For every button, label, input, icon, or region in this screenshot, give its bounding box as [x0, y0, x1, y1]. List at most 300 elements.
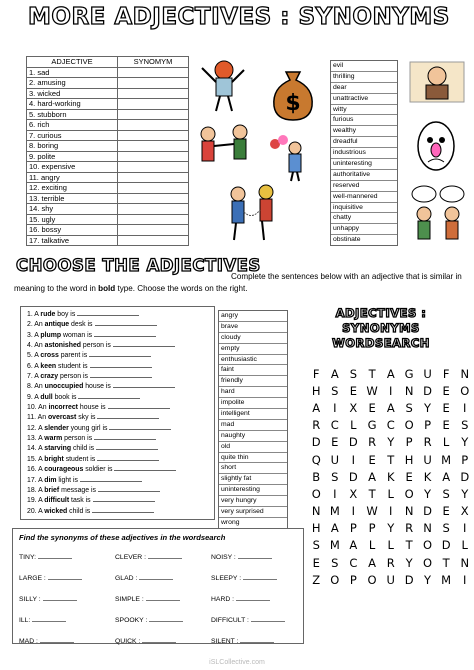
wordsearch-letter: N [404, 383, 414, 398]
synonym-cell [118, 67, 189, 78]
list-item: wrong [221, 518, 240, 526]
synonym-item [19, 610, 109, 631]
adjective-cell: 15. ugly [27, 214, 118, 225]
wordsearch-letter: A [368, 469, 377, 484]
sentence-row [21, 475, 214, 485]
sentence-suffix: soldier is [83, 466, 113, 474]
wordsearch-letter: S [349, 366, 357, 381]
synonym-item [19, 547, 109, 568]
wordsearch-letter: R [423, 435, 432, 450]
wordsearch-letter: A [442, 469, 451, 484]
sentence-suffix: house is [83, 383, 111, 391]
sentence-suffix: child is [71, 445, 95, 453]
list-item: empty [219, 344, 287, 355]
sentence-prefix: 16. A [27, 466, 45, 474]
wordsearch-row [307, 451, 474, 468]
synonym-cell [118, 204, 189, 215]
wordsearch-row [307, 365, 474, 382]
answer-blank [108, 402, 170, 409]
synonym-cell [118, 141, 189, 152]
wordsearch-letter: Y [461, 435, 469, 450]
wordsearch-letter: O [404, 418, 414, 433]
sentence-suffix: light is [56, 476, 78, 484]
wordsearch-title-line1: ADJECTIVES : [335, 306, 427, 320]
list-item: cloudy [219, 333, 287, 344]
wordsearch-row [307, 520, 474, 537]
table-row [27, 141, 189, 152]
synonym-cell [118, 225, 189, 236]
wordsearch-letter: A [330, 366, 339, 381]
sentence-suffix: boy is [55, 311, 76, 318]
answer-blank [113, 381, 175, 388]
list-item: enthusiastic [219, 355, 287, 366]
answer-blank [90, 361, 152, 368]
synonym-cell [118, 193, 189, 204]
list-item: dreadful [331, 137, 397, 148]
sad-face-illustration [410, 116, 462, 176]
wordsearch-letter: Y [387, 435, 395, 450]
sentence-bold-word: bright [44, 455, 64, 463]
sentence-bold-word: dim [44, 476, 57, 484]
wordsearch-letter: I [333, 486, 337, 501]
adjective-cell: 5. stubborn [27, 109, 118, 120]
wordsearch-letter: L [387, 486, 394, 501]
wordsearch-letter: H [311, 521, 321, 536]
sentence-prefix: 6. A [27, 362, 41, 370]
sentence-prefix: 10. An [27, 404, 49, 412]
wordsearch-letter: P [424, 418, 432, 433]
synonyms-find-title: Find the synonyms of these adjectives in the wordsearch [19, 533, 226, 542]
wordsearch-letter: E [442, 400, 450, 415]
list-item: witty [331, 105, 397, 116]
synonym-blank [243, 573, 277, 580]
list-item: faint [219, 365, 287, 376]
wordsearch-title-line2: SYNONYMS [342, 321, 420, 335]
wordsearch-letter: D [423, 383, 432, 398]
sentence-bold-word: astonished [44, 342, 81, 350]
list-item: chatty [331, 213, 397, 224]
wordsearch-letter: A [386, 366, 395, 381]
wordsearch-letter: E [331, 435, 339, 450]
answer-blank [98, 485, 160, 492]
wordsearch-letter: W [366, 504, 378, 519]
wordsearch-letter: E [405, 469, 413, 484]
wordsearch-letter: S [331, 383, 339, 398]
wordsearch-letter: S [461, 418, 469, 433]
wordsearch-letter: C [349, 555, 358, 570]
synonym-blank [149, 615, 183, 622]
synonyms-find-box [12, 528, 304, 644]
sentence-row [21, 412, 214, 422]
list-item: evil [331, 61, 397, 72]
wordsearch-letter: N [460, 366, 470, 381]
list-item: very surprised [219, 507, 287, 518]
list-item: short [219, 463, 287, 474]
wordsearch-letter: O [404, 486, 414, 501]
wordsearch-letter: O [460, 383, 470, 398]
wordsearch-letter: R [368, 435, 377, 450]
wordsearch-row [307, 468, 474, 485]
wordsearch-row [307, 382, 474, 399]
sentence-bold-word: cross [40, 352, 59, 360]
wordsearch-letter: Y [387, 521, 395, 536]
wordsearch-letter: K [423, 469, 432, 484]
list-item: thrilling [331, 72, 397, 83]
synonym-label: SIMPLE : [115, 596, 144, 603]
table-row [27, 130, 189, 141]
wordsearch-letter: F [442, 366, 450, 381]
wordsearch-letter: K [386, 469, 395, 484]
sentence-prefix: 15. A [27, 455, 45, 463]
wordsearch-letter: I [463, 400, 467, 415]
sentence-bold-word: crazy [40, 373, 59, 381]
synonym-label: LARGE : [19, 575, 46, 582]
answer-blank [97, 412, 159, 419]
sentence-row [21, 506, 214, 516]
synonym-blank [146, 594, 180, 601]
wordsearch-letter: H [404, 452, 414, 467]
wordsearch-letter: A [312, 400, 321, 415]
wordsearch-letter: X [349, 486, 358, 501]
wordsearch-letter: R [386, 555, 395, 570]
wordsearch-letter: U [386, 572, 395, 587]
sentence-suffix: woman is [61, 331, 93, 339]
synonym-word-list [330, 60, 398, 246]
sentence-bold-word: rude [40, 311, 56, 318]
list-item: dear [331, 83, 397, 94]
wordsearch-letter: S [312, 538, 320, 553]
synonym-item [19, 631, 109, 652]
synonym-cell [118, 130, 189, 141]
sentence-suffix: person is [58, 373, 88, 381]
adjective-cell: 6. rich [27, 120, 118, 131]
sentence-suffix: message is [59, 486, 96, 494]
adjective-cell: 16. bossy [27, 225, 118, 236]
wordsearch-letter: E [349, 383, 357, 398]
wordsearch-letter: N [460, 555, 470, 570]
wordsearch-row [307, 399, 474, 416]
synonym-label: SILENT : [211, 638, 239, 645]
wordsearch-letter: C [330, 418, 339, 433]
table-row [27, 235, 189, 246]
wordsearch-letter: O [367, 572, 377, 587]
sentence-row [21, 371, 214, 381]
wordsearch-letter: L [461, 538, 468, 553]
synonym-item [115, 568, 205, 589]
sentence-row [21, 443, 214, 453]
answer-blank [109, 423, 171, 430]
wordsearch-letter: Y [461, 486, 469, 501]
wordsearch-letter: L [387, 538, 394, 553]
sentence-suffix: desk is [69, 321, 93, 329]
list-item: old [219, 442, 287, 453]
wordsearch-letter: S [405, 400, 413, 415]
synonym-label: DIFFICULT : [211, 617, 249, 624]
wordsearch-letter: E [442, 383, 450, 398]
wordsearch-letter: E [442, 418, 450, 433]
synonym-blank [148, 552, 182, 559]
answer-blank [93, 495, 155, 502]
list-item: quite thin [219, 453, 287, 464]
wordsearch-letter: D [404, 572, 414, 587]
sentence-bold-word: incorrect [48, 404, 78, 412]
wordsearch-letter: Y [424, 572, 432, 587]
table-row [27, 204, 189, 215]
sentence-suffix: sky is [76, 414, 96, 422]
list-item: unhappy [331, 224, 397, 235]
sentence-row [21, 454, 214, 464]
synonym-blank [238, 552, 272, 559]
synonym-row [13, 568, 303, 589]
sentence-suffix: person is [81, 342, 111, 350]
sentence-row [21, 485, 214, 495]
sentence-row [21, 319, 214, 329]
wordsearch-letter: D [348, 435, 358, 450]
wordsearch-letter: Y [424, 400, 432, 415]
wordsearch-letter: P [405, 435, 413, 450]
wordsearch-letter: P [461, 452, 469, 467]
answer-blank [97, 454, 159, 461]
wordsearch-letter: D [348, 469, 358, 484]
synonym-item [115, 610, 205, 631]
synonym-blank [251, 615, 285, 622]
sentence-bold-word: difficult [44, 497, 70, 505]
sentence-prefix: 14. A [27, 445, 45, 453]
synonym-item [211, 589, 301, 610]
wordsearch-title [311, 306, 451, 351]
sentence-prefix: 17. A [27, 476, 45, 484]
list-item: mad [219, 420, 287, 431]
sentence-suffix: parent is [58, 352, 88, 360]
table-row [27, 225, 189, 236]
wordsearch-letter: H [311, 383, 321, 398]
list-item: friendly [219, 376, 287, 387]
sentence-bold-word: overcast [47, 414, 77, 422]
wordsearch-letter: S [442, 521, 450, 536]
list-item: brave [219, 322, 287, 333]
list-item: unattractive [331, 94, 397, 105]
wordsearch-letter: O [330, 572, 340, 587]
sentence-prefix: 3. A [27, 331, 41, 339]
wordsearch-letter: D [311, 435, 321, 450]
synonym-label: SPOOKY : [115, 617, 148, 624]
synonym-label: ILL: [19, 617, 31, 624]
synonym-cell [118, 78, 189, 89]
list-item: well-mannered [331, 192, 397, 203]
adjective-choice-list [218, 310, 288, 529]
synonym-label: SILLY : [19, 596, 41, 603]
synonym-row [13, 547, 303, 568]
sentence-suffix: house is [77, 404, 106, 412]
wordsearch-letter: P [349, 521, 357, 536]
wordsearch-letter: A [349, 538, 358, 553]
sentence-suffix: student is [63, 455, 96, 463]
table-row [27, 183, 189, 194]
wordsearch-letter: U [423, 366, 432, 381]
synonym-label: GLAD : [115, 575, 138, 582]
sentence-suffix: task is [69, 497, 91, 505]
sentence-prefix: 13. A [27, 435, 45, 443]
wordsearch-letter: F [312, 366, 320, 381]
table-row [27, 120, 189, 131]
sentence-suffix: person is [62, 435, 93, 443]
table-header-1: SYNOMYM [118, 57, 189, 68]
answer-blank [90, 371, 152, 378]
wordsearch-title-line3: WORDSEARCH [332, 336, 430, 350]
wordsearch-letter: I [351, 504, 356, 519]
table-row [27, 172, 189, 183]
wordsearch-letter: M [441, 572, 452, 587]
sentence-prefix: 18. A [27, 486, 45, 494]
sentence-prefix: 2. An [27, 321, 45, 329]
wordsearch-letter: R [405, 521, 414, 536]
wordsearch-letter: T [368, 486, 376, 501]
wordsearch-letter: L [442, 435, 450, 450]
sentence-suffix: student is [56, 362, 88, 370]
synonym-cell [118, 214, 189, 225]
sentence-row [21, 330, 214, 340]
wordsearch-letter: I [463, 521, 467, 536]
table-row [27, 78, 189, 89]
answer-blank [78, 392, 140, 399]
adjective-cell: 13. terrible [27, 193, 118, 204]
adjective-cell: 9. polite [27, 151, 118, 162]
synonym-label: MAD : [19, 638, 38, 645]
adjective-cell: 1. sad [27, 67, 118, 78]
wordsearch-row [307, 417, 474, 434]
list-item: naughty [219, 431, 287, 442]
wordsearch-letter: I [333, 400, 337, 415]
boy-pulling-hair-illustration [194, 56, 252, 114]
instructions-text: Complete the sentences below with an adjective that is similar in meaning to the word in bold type. Choose the words on the right. [14, 272, 462, 293]
wordsearch-row [307, 503, 474, 520]
wordsearch-letter: W [366, 383, 378, 398]
synonym-item [211, 568, 301, 589]
wordsearch-letter: G [404, 366, 414, 381]
synonym-row [13, 631, 303, 652]
sentence-suffix: book is [52, 393, 77, 401]
wordsearch-row [307, 485, 474, 502]
synonym-label: NOISY : [211, 554, 236, 561]
list-item: angry [219, 311, 287, 322]
wordsearch-letter: M [329, 504, 340, 519]
wordsearch-letter: D [441, 538, 451, 553]
wordsearch-row [307, 554, 474, 571]
synonym-blank [43, 594, 77, 601]
sentence-prefix: 7. A [27, 373, 41, 381]
synonym-item [19, 589, 109, 610]
child-with-flowers-illustration [265, 132, 315, 182]
adjective-cell: 11. angry [27, 172, 118, 183]
synonym-item [19, 568, 109, 589]
synonym-item [115, 589, 205, 610]
wordsearch-letter: O [423, 538, 433, 553]
list-item: wealthy [331, 126, 397, 137]
wordsearch-letter: S [442, 486, 450, 501]
table-row [27, 151, 189, 162]
answer-blank [80, 475, 142, 482]
wordsearch-row [307, 434, 474, 451]
synonym-row [13, 589, 303, 610]
sentence-row [21, 340, 214, 350]
wordsearch-letter: E [442, 504, 450, 519]
synonym-item [115, 631, 205, 652]
sentence-row [21, 361, 214, 371]
sentence-bold-word: brief [44, 486, 60, 494]
wordsearch-letter: O [423, 555, 433, 570]
sentence-prefix: 11. An [27, 414, 48, 422]
synonym-cell [118, 120, 189, 131]
chained-couple-illustration [222, 180, 284, 242]
synonym-item [211, 631, 301, 652]
wordsearch-letter: T [387, 452, 395, 467]
wordsearch-letter: E [368, 400, 376, 415]
list-item: uninteresting [331, 159, 397, 170]
sentence-bold-word: courageous [44, 466, 84, 474]
synonym-cell [118, 151, 189, 162]
wordsearch-letter: M [441, 452, 452, 467]
adjective-cell: 4. hard-working [27, 99, 118, 110]
wordsearch-letter: T [405, 538, 413, 553]
wordsearch-letter: Y [424, 486, 432, 501]
wordsearch-letter: P [349, 572, 357, 587]
sentence-bold-word: plump [40, 331, 62, 339]
wordsearch-grid [307, 365, 474, 588]
table-row [27, 99, 189, 110]
wordsearch-row [307, 537, 474, 554]
sentence-bold-word: keen [40, 362, 57, 370]
answer-blank [77, 309, 139, 316]
synonym-blank [38, 552, 72, 559]
wordsearch-letter: Y [405, 555, 413, 570]
list-item: authoritative [331, 170, 397, 181]
wordsearch-letter: N [404, 504, 414, 519]
wordsearch-letter: U [330, 452, 339, 467]
wordsearch-letter: D [460, 469, 470, 484]
synonym-cell [118, 183, 189, 194]
watermark: iSLCollective.com [209, 659, 265, 666]
sentences-box [20, 306, 215, 520]
wordsearch-row [307, 571, 474, 588]
sentence-bold-word: wicked [44, 507, 68, 515]
wordsearch-letter: D [423, 504, 432, 519]
synonym-blank [40, 636, 74, 643]
wordsearch-letter: X [349, 400, 358, 415]
list-item: hard [219, 387, 287, 398]
list-item: very hungry [219, 496, 287, 507]
money-bag-icon [268, 62, 318, 122]
sentence-prefix: 19. A [27, 497, 45, 505]
sentence-prefix: 12. A [27, 424, 45, 432]
adjective-cell: 10. expensive [27, 162, 118, 173]
synonym-cell [118, 109, 189, 120]
wordsearch-letter: U [423, 452, 432, 467]
wordsearch-letter: T [368, 366, 376, 381]
table-row [27, 88, 189, 99]
sentence-prefix: 4. An [27, 342, 45, 350]
list-item: impolite [219, 398, 287, 409]
sentence-suffix: child is [67, 507, 91, 515]
wordsearch-letter: Q [311, 452, 321, 467]
wordsearch-letter: N [423, 521, 432, 536]
sentence-prefix: 9. A [27, 393, 41, 401]
answer-blank [113, 340, 175, 347]
table-row [27, 214, 189, 225]
sentence-row [21, 392, 214, 402]
synonym-label: HARD : [211, 596, 235, 603]
sentence-row [21, 423, 214, 433]
wordsearch-letter: R [312, 418, 321, 433]
